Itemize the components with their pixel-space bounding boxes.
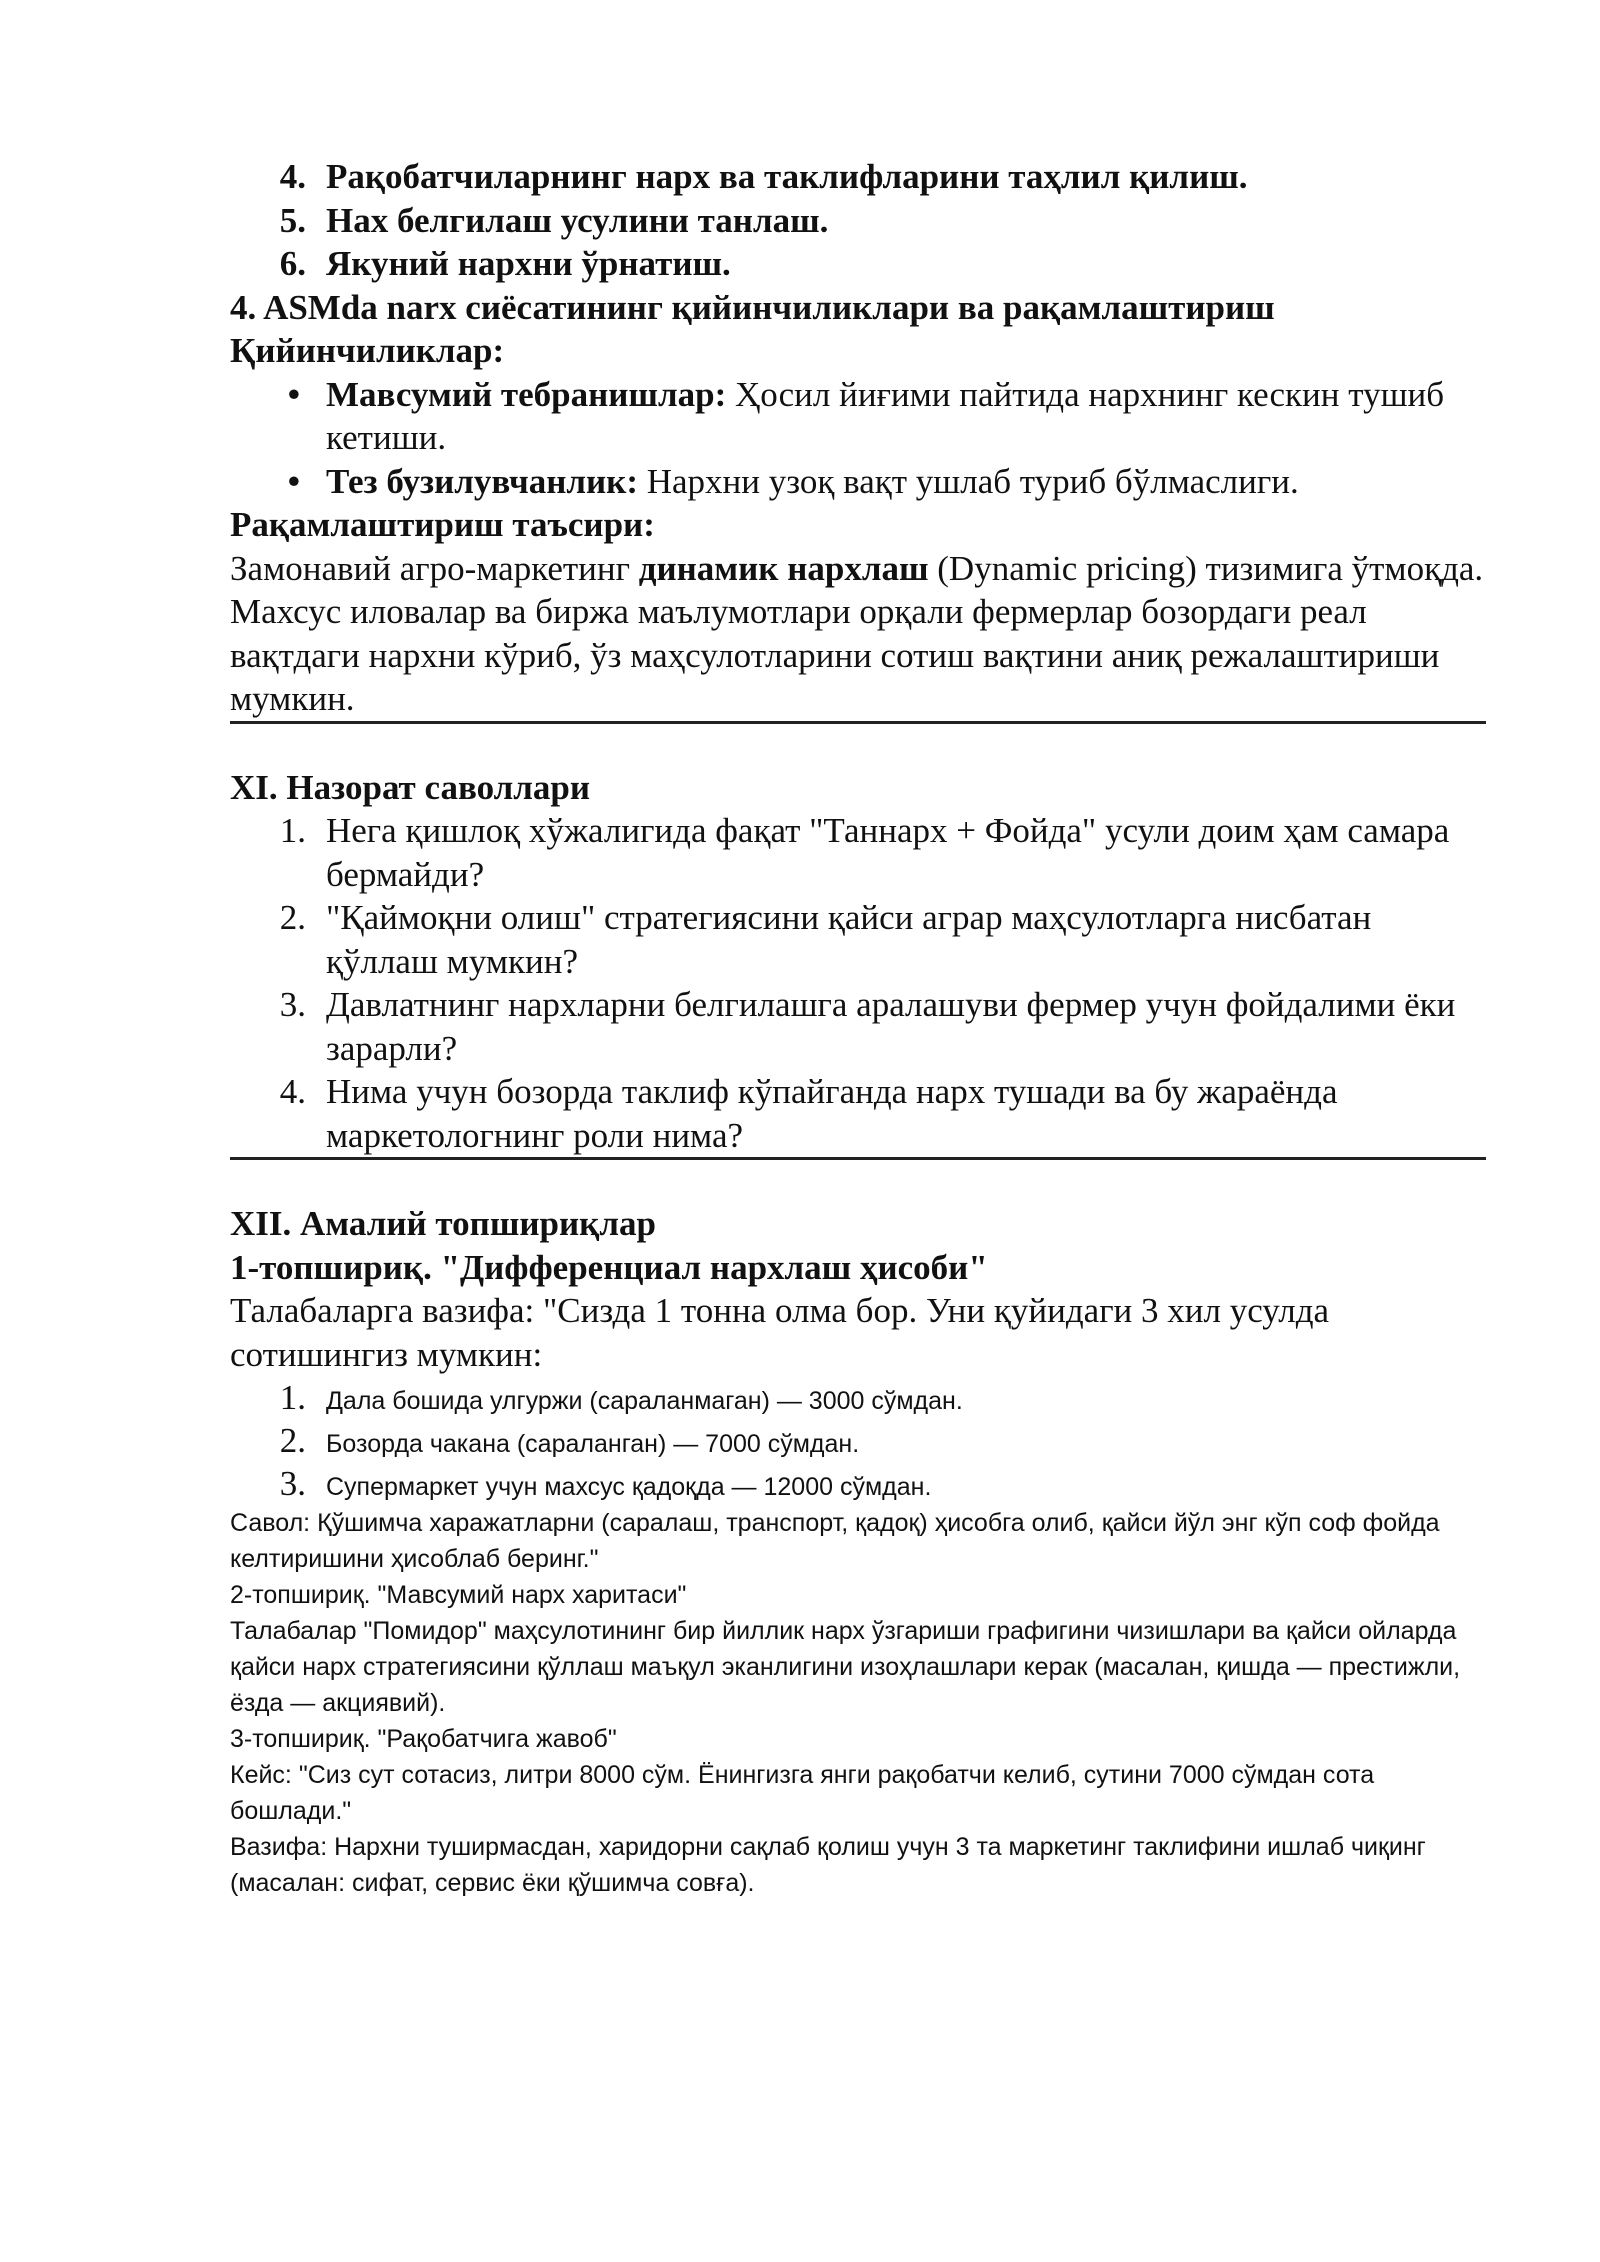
bullet-item	[230, 373, 1486, 460]
task-2-text: Талабалар "Помидор" маҳсулотининг бир йиллик нарх ўзгариши графигини чизишлари ва қайси ойларда қайси нарх стратегиясини қўллаш маъқул эканлигини изоҳлашлари керак (масалан, қишда — престижли, ёзда — акциявий).	[230, 1617, 1461, 1717]
paragraph-bold-term: динамик нархлаш	[638, 548, 929, 588]
list-text: "Қаймоқни олиш" стратегиясини қайси аграр маҳсулотларга нисбатан қўллаш мумкин?	[326, 898, 1372, 981]
digitalization-paragraph	[230, 547, 1486, 724]
list-number: 2.	[279, 898, 306, 937]
list-item	[230, 242, 1486, 286]
task-1-text: Талабаларга вазифа: "Сизда 1 тонна олма бор. Уни қуйидаги 3 хил усулда сотишингиз мумкин:	[230, 1291, 1330, 1374]
list-text: Нах белгилаш усулини танлаш.	[326, 200, 829, 240]
section-11-title: XI. Назорат саволлари	[230, 767, 591, 807]
bullet-bold-term: Мавсумий тебранишлар:	[326, 374, 727, 414]
list-number: 2.	[279, 1421, 306, 1460]
list-item	[230, 1462, 1486, 1505]
bullet-item	[230, 460, 1486, 504]
list-item	[230, 1070, 1486, 1157]
section-12-title: XII. Амалий топшириқлар	[230, 1204, 656, 1243]
section-12	[230, 1202, 1486, 1901]
list-text: Нега қишлоқ хўжалигида фақат "Таннарх + Фойда" усули доим ҳам самара бермайди?	[326, 811, 1450, 894]
list-text: Рақобатчиларнинг нарх ва таклифларини таҳлил қилиш.	[326, 157, 1248, 196]
section-4	[230, 286, 1486, 724]
list-item	[230, 983, 1486, 1070]
spacer	[230, 724, 1486, 766]
bullet-icon: •	[287, 374, 300, 414]
spacer	[230, 1160, 1486, 1202]
bullet-bold-term: Тез бузилувчанлик:	[326, 461, 638, 501]
task-3-case: Кейс: "Сиз сут сотасиз, литри 8000 сўм. Ёнингизга янги рақобатчи келиб, сутини 7000 сўмдан сота бошлади."	[230, 1761, 1375, 1825]
list-text: Якуний нархни ўрнатиш.	[326, 244, 731, 283]
pricing-steps-list	[230, 155, 1486, 286]
list-text: Нима учун бозорда таклиф кўпайганда нарх тушади ва бу жараёнда маркетологнинг роли нима?	[326, 1072, 1338, 1155]
task-2-title: 2-топшириқ. "Мавсумий нарх харитаси"	[230, 1581, 687, 1609]
list-number: 3.	[279, 1464, 306, 1503]
list-text: Супермаркет учун махсус қадоқда — 12000 сўмдан.	[326, 1473, 932, 1501]
list-item	[230, 155, 1486, 199]
bullet-text: Ҳосил йиғими пайтида нархнинг кескин тушиб кетиши.	[326, 374, 1445, 457]
document-content	[230, 155, 1486, 1901]
list-item	[230, 809, 1486, 896]
bullet-text: Нархни узоқ вақт ушлаб туриб бўлмаслиги.	[638, 461, 1299, 501]
task-1-question: Савол: Қўшимча харажатларни (саралаш, транспорт, қадоқ) ҳисобга олиб, қайси йўл энг кўп соф фойда келтиришини ҳисоблаб беринг."	[230, 1509, 1440, 1573]
list-number: 3.	[279, 985, 306, 1024]
section-4-title: 4. ASMda narx сиёсатининг қийинчиликлари ва рақамлаштириш	[230, 287, 1275, 327]
section-11	[230, 766, 1486, 1161]
list-item	[230, 1419, 1486, 1462]
task-1-title: 1-топшириқ. "Дифференциал нархлаш ҳисоби"	[230, 1247, 988, 1287]
difficulties-heading: Қийинчиликлар:	[230, 331, 505, 370]
list-number: 1.	[279, 1378, 306, 1417]
list-number: 4.	[279, 157, 306, 196]
list-text: Дала бошида улгуржи (сараланмаган) — 3000 сўмдан.	[326, 1387, 963, 1415]
paragraph-text: (Dynamic pricing) тизимига ўтмоқда. Махсус иловалар ва биржа маълумотлари орқали фермерлар бозордаги реал вақтдаги нархни кўриб, ўз маҳсулотларини сотиш вақтини аниқ режалаштириши мумкин.	[230, 548, 1484, 718]
task-3-title: 3-топшириқ. "Рақобатчига жавоб"	[230, 1725, 617, 1753]
list-number: 4.	[279, 1072, 306, 1111]
list-number: 6.	[279, 244, 306, 283]
list-number: 1.	[279, 811, 306, 850]
list-text: Давлатнинг нархларни белгилашга аралашуви фермер учун фойдалими ёки зарарли?	[326, 985, 1456, 1068]
paragraph-text: Замонавий агро-маркетинг	[230, 548, 639, 588]
list-item	[230, 896, 1486, 983]
list-item	[230, 1376, 1486, 1419]
list-text: Бозорда чакана (сараланган) — 7000 сўмдан.	[326, 1430, 860, 1458]
task-3-text: Вазифа: Нархни туширмасдан, харидорни сақлаб қолиш учун 3 та маркетинг таклифини ишлаб чиқинг (масалан: сифат, сервис ёки қўшимча совға).	[230, 1833, 1426, 1897]
bullet-icon: •	[287, 461, 300, 501]
list-number: 5.	[279, 200, 306, 240]
digitalization-heading: Рақамлаштириш таъсири:	[230, 505, 655, 544]
list-item	[230, 199, 1486, 243]
